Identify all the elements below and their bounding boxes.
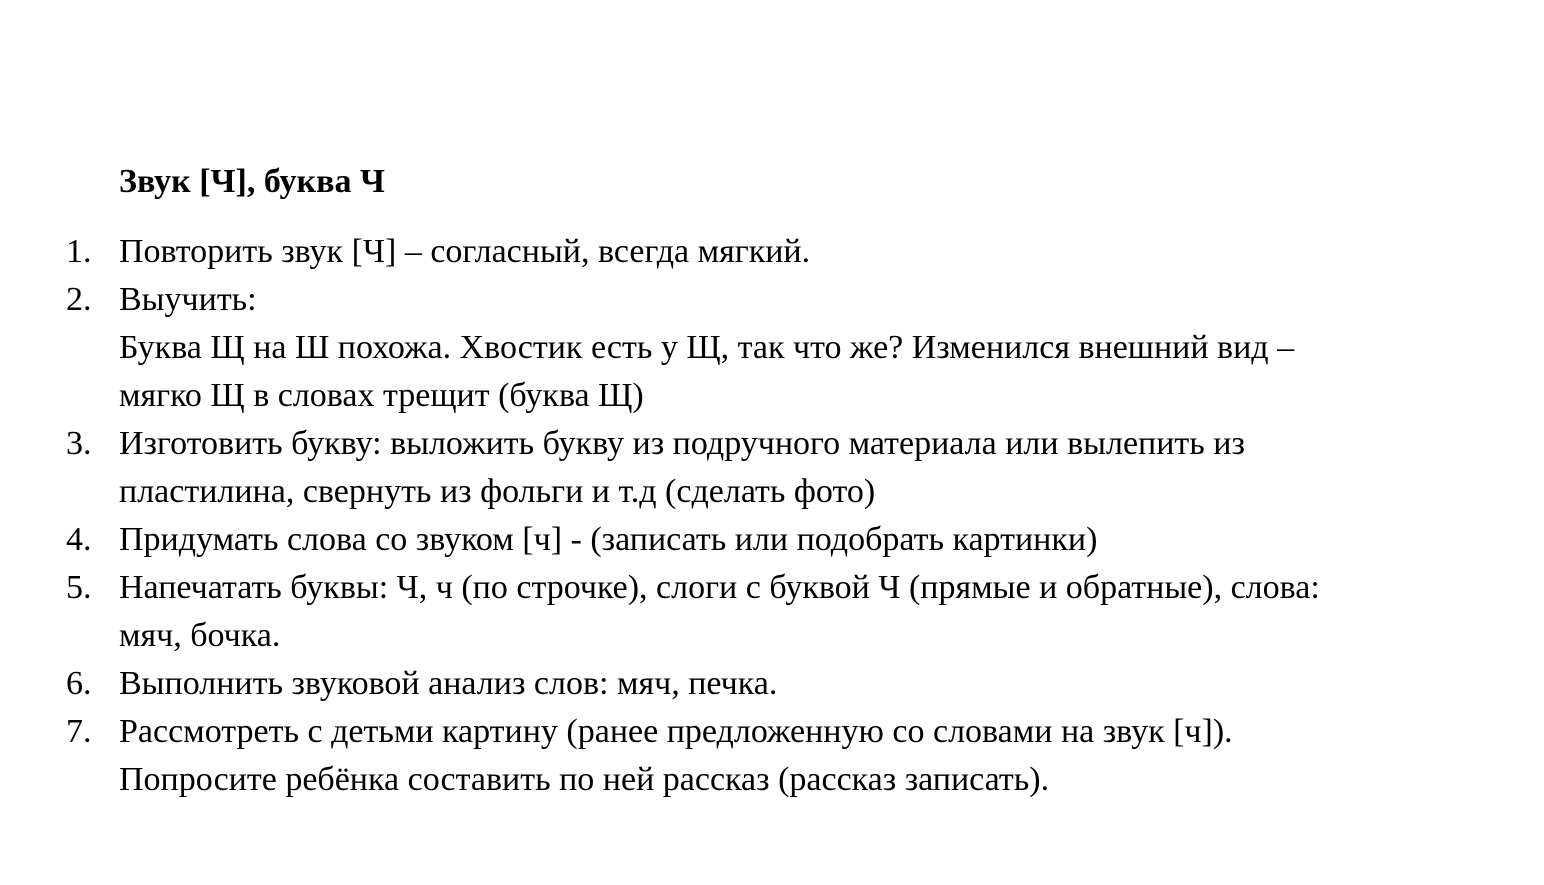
item-line: мягко Щ в словах трещит (буква Щ) bbox=[119, 377, 644, 414]
item-line: мяч, бочка. bbox=[119, 617, 281, 654]
page-title: Звук [Ч], буква Ч bbox=[119, 163, 385, 200]
item-line: пластилина, свернуть из фольги и т.д (сделать фото) bbox=[119, 473, 876, 510]
item-line: Выучить: bbox=[119, 281, 257, 318]
list-item bbox=[0, 564, 1539, 660]
list-item bbox=[0, 708, 1539, 804]
task-list bbox=[0, 228, 1544, 804]
item-number: 4. bbox=[66, 521, 92, 558]
item-text bbox=[119, 564, 1539, 660]
item-number: 5. bbox=[66, 569, 92, 606]
list-item bbox=[0, 276, 1539, 420]
item-number: 3. bbox=[66, 425, 92, 462]
item-line: Рассмотреть с детьми картину (ранее предложенную со словами на звук [ч]). bbox=[119, 713, 1233, 750]
item-line: Выполнить звуковой анализ слов: мяч, печка. bbox=[119, 665, 778, 702]
item-text bbox=[119, 708, 1539, 804]
item-text bbox=[119, 660, 1539, 708]
item-line: Повторить звук [Ч] – согласный, всегда мягкий. bbox=[119, 233, 811, 270]
item-text bbox=[119, 228, 1539, 276]
item-text bbox=[119, 516, 1539, 564]
item-line: Попросите ребёнка составить по ней рассказ (рассказ записать). bbox=[119, 761, 1050, 798]
list-item bbox=[0, 660, 1539, 708]
item-text bbox=[119, 420, 1539, 516]
item-number: 2. bbox=[66, 281, 92, 318]
list-item bbox=[0, 516, 1539, 564]
item-line: Придумать слова со звуком [ч] - (записать или подобрать картинки) bbox=[119, 521, 1098, 558]
item-number: 1. bbox=[66, 233, 92, 270]
item-line: Напечатать буквы: Ч, ч (по строчке), слоги с буквой Ч (прямые и обратные), слова: bbox=[119, 569, 1320, 606]
item-number: 7. bbox=[66, 713, 92, 750]
item-line: Буква Щ на Ш похожа. Хвостик есть у Щ, так что же? Изменился внешний вид – bbox=[119, 329, 1295, 366]
item-line: Изготовить букву: выложить букву из подручного материала или вылепить из bbox=[119, 425, 1245, 462]
list-item bbox=[0, 228, 1539, 276]
list-item bbox=[0, 420, 1539, 516]
item-number: 6. bbox=[66, 665, 92, 702]
item-text bbox=[119, 276, 1539, 420]
